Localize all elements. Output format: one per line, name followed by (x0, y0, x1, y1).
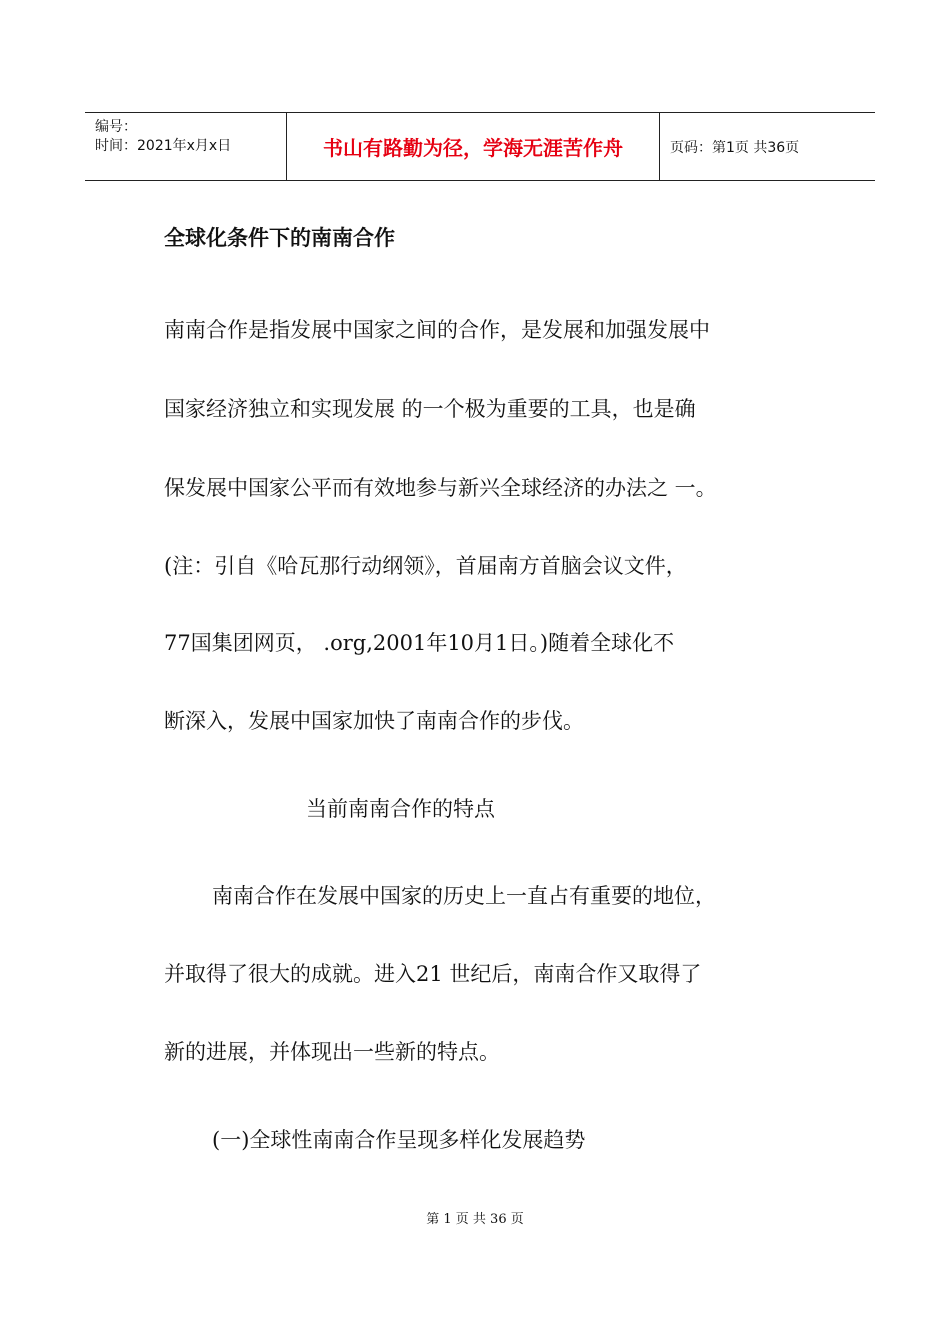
body-line: 国家经济独立和实现发展 的一个极为重要的工具，也是确 (164, 397, 696, 421)
body-line: 新的进展，并体现出一些新的特点。 (164, 1040, 500, 1064)
section-heading: 当前南南合作的特点 (306, 797, 495, 821)
document-title: 全球化条件下的南南合作 (164, 226, 395, 250)
body-line: 南南合作在发展中国家的历史上一直占有重要的地位， (212, 884, 716, 908)
body-line: 保发展中国家公平而有效地参与新兴全球经济的办法之 一。 (164, 476, 717, 500)
body-line: 77国集团网页， .org,2001年10月1日。)随着全球化不 (164, 631, 675, 655)
body-line: 断深入，发展中国家加快了南南合作的步伐。 (164, 709, 584, 733)
body-line: (注：引自《哈瓦那行动纲领》，首届南方首脑会议文件， (164, 554, 687, 578)
body-line: 并取得了很大的成就。进入21 世纪后，南南合作又取得了 (164, 962, 702, 986)
header-page-info: 页码：第1页 共36页 (670, 139, 800, 156)
body-line: 南南合作是指发展中国家之间的合作，是发展和加强发展中 (164, 318, 710, 342)
header-meta (85, 113, 286, 180)
page-footer: 第 1 页 共 36 页 (426, 1212, 524, 1227)
page-header (85, 112, 875, 181)
document-number-label: 编号： (95, 119, 137, 135)
header-motto: 书山有路勤为径，学海无涯苦作舟 (286, 113, 660, 180)
subsection-heading: (一)全球性南南合作呈现多样化发展趋势 (212, 1128, 586, 1152)
document-date-label: 时间：2021年x月x日 (95, 138, 232, 154)
